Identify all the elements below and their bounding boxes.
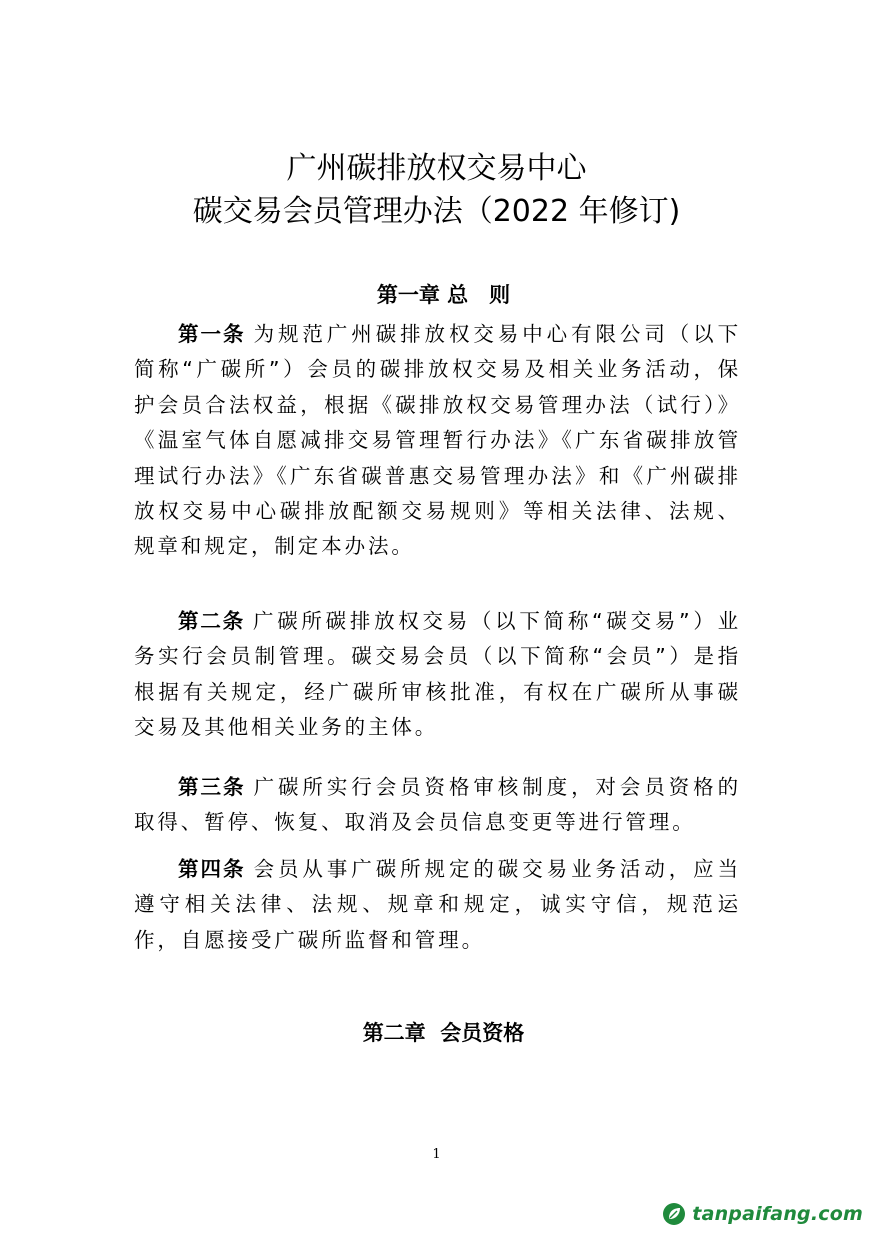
article-4-label: 第四条	[178, 857, 246, 881]
article-4	[134, 852, 741, 958]
document-title-line-2: 碳交易会员管理办法（2022 年修订)	[192, 194, 681, 229]
watermark-text[interactable]: tanpaifang.com	[692, 1203, 863, 1225]
document-title-line-1: 广州碳排放权交易中心	[286, 151, 587, 186]
article-4-text: 会员从事广碳所规定的碳交易业务活动，应当遵守相关法律、法规、规章和规定，诚实守信，规范运作，自愿接受广碳所监督和管理。	[134, 857, 742, 952]
watermark	[662, 1200, 863, 1228]
article-1-text: 为规范广州碳排放权交易中心有限公司（以下简称“广碳所”）会员的碳排放权交易及相关业务活动，保护会员合法权益，根据《碳排放权交易管理办法（试行）》《温室气体自愿减排交易管理暂行办法》《广东省碳排放管理试行办法》《广东省碳普惠交易管理办法》和《广州碳排放权交易中心碳排放配额交易规则》等相关法律、法规、规章和规定，制定本办法。	[134, 322, 742, 559]
article-3-label: 第三条	[178, 775, 246, 799]
chapter-1-heading: 第一章 总 则	[376, 283, 511, 307]
article-2-text: 广碳所碳排放权交易（以下简称“碳交易”）业务实行会员制管理。碳交易会员（以下简称“会员”）是指根据有关规定，经广碳所审核批准，有权在广碳所从事碳交易及其他相关业务的主体。	[134, 609, 742, 740]
article-1-label: 第一条	[178, 322, 246, 346]
page-number: 1	[432, 1147, 441, 1162]
article-1	[134, 317, 741, 565]
leaf-logo-icon	[662, 1202, 686, 1226]
article-2-label: 第二条	[178, 609, 245, 633]
article-3-text: 广碳所实行会员资格审核制度，对会员资格的取得、暂停、恢复、取消及会员信息变更等进行管理。	[134, 775, 742, 835]
article-2	[134, 604, 741, 746]
chapter-2-heading: 第二章 会员资格	[362, 1021, 525, 1045]
article-3	[134, 770, 741, 841]
